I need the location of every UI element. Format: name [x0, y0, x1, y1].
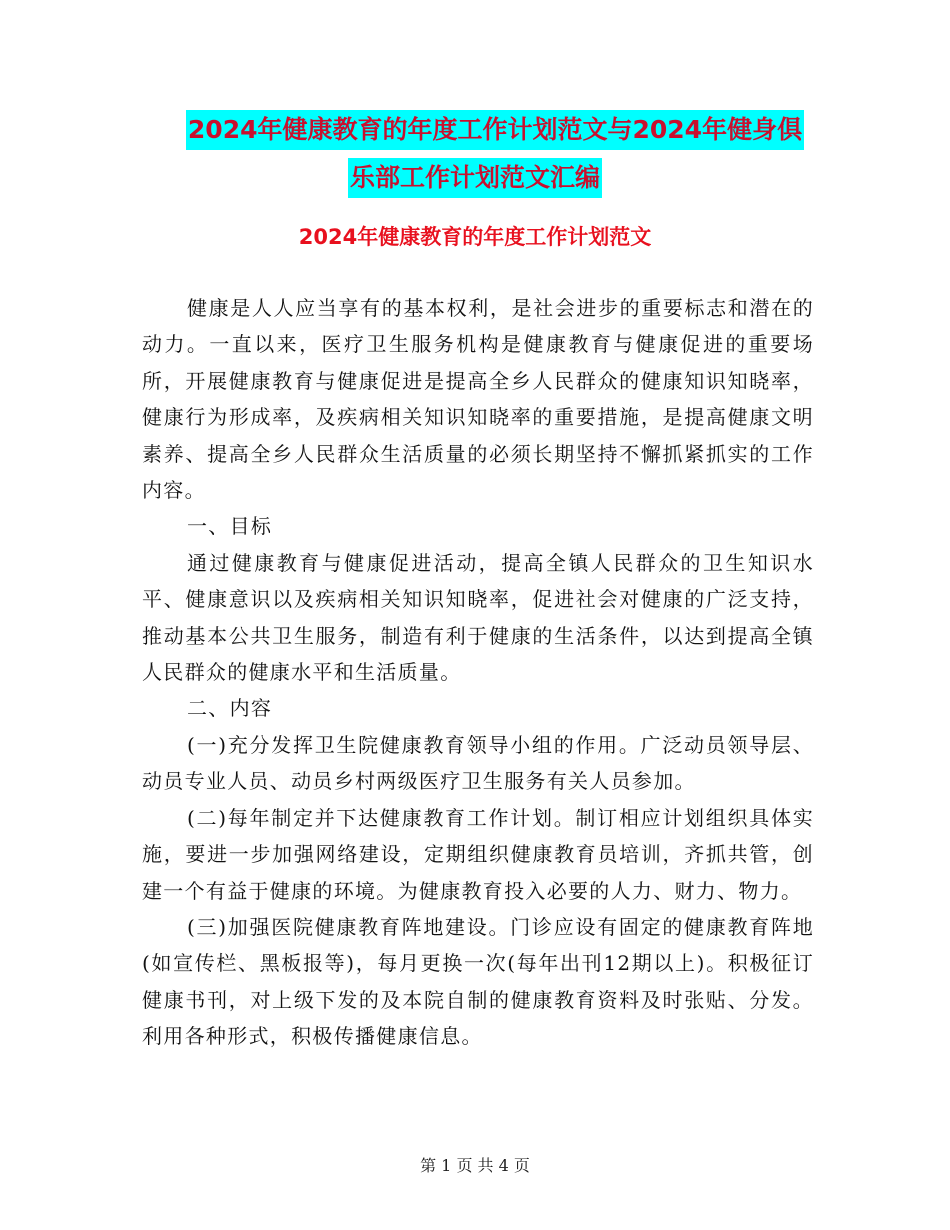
paragraph-item-3: (三)加强医院健康教育阵地建设。门诊应设有固定的健康教育阵地(如宣传栏、黑板报等)，每月更换一次(每年出刊12期以上)。积极征订健康书刊，对上级下发的及本院自制的健康教育资料及时张贴、分发。利用各种形式，积极传播健康信息。: [142, 914, 814, 1049]
page-footer: 第 1 页 共 4 页: [420, 1156, 530, 1175]
document-body: [142, 290, 814, 1055]
paragraph-goals: 通过健康教育与健康促进活动，提高全镇人民群众的卫生知识水平、健康意识以及疾病相关知识知晓率，促进社会对健康的广泛支持，推动基本公共卫生服务，制造有利于健康的生活条件，以达到提高全镇人民群众的健康水平和生活质量。: [142, 550, 814, 685]
paragraph-intro: 健康是人人应当享有的基本权利，是社会进步的重要标志和潜在的动力。一直以来，医疗卫生服务机构是健康教育与健康促进的重要场所，开展健康教育与健康促进是提高全乡人民群众的健康知识知晓率，健康行为形成率，及疾病相关知识知晓率的重要措施，是提高健康文明素养、提高全乡人民群众生活质量的必须长期坚持不懈抓紧抓实的工作内容。: [142, 296, 814, 503]
paragraph-item-1: (一)充分发挥卫生院健康教育领导小组的作用。广泛动员领导层、动员专业人员、动员乡村两级医疗卫生服务有关人员参加。: [142, 732, 814, 794]
heading-content: 二、内容: [187, 696, 273, 721]
paragraph-item-2: (二)每年制定并下达健康教育工作计划。制订相应计划组织具体实施，要进一步加强网络建设，定期组织健康教育员培训，齐抓共管，创建一个有益于健康的环境。为健康教育投入必要的人力、财力、物力。: [142, 805, 814, 903]
heading-goals: 一、目标: [187, 514, 273, 539]
document-title: [0, 110, 950, 198]
title-line-2: 乐部工作计划范文汇编: [348, 158, 602, 198]
section-subtitle: 2024年健康教育的年度工作计划范文: [298, 225, 652, 249]
title-line-1: 2024年健康教育的年度工作计划范文与2024年健身俱: [186, 110, 804, 150]
